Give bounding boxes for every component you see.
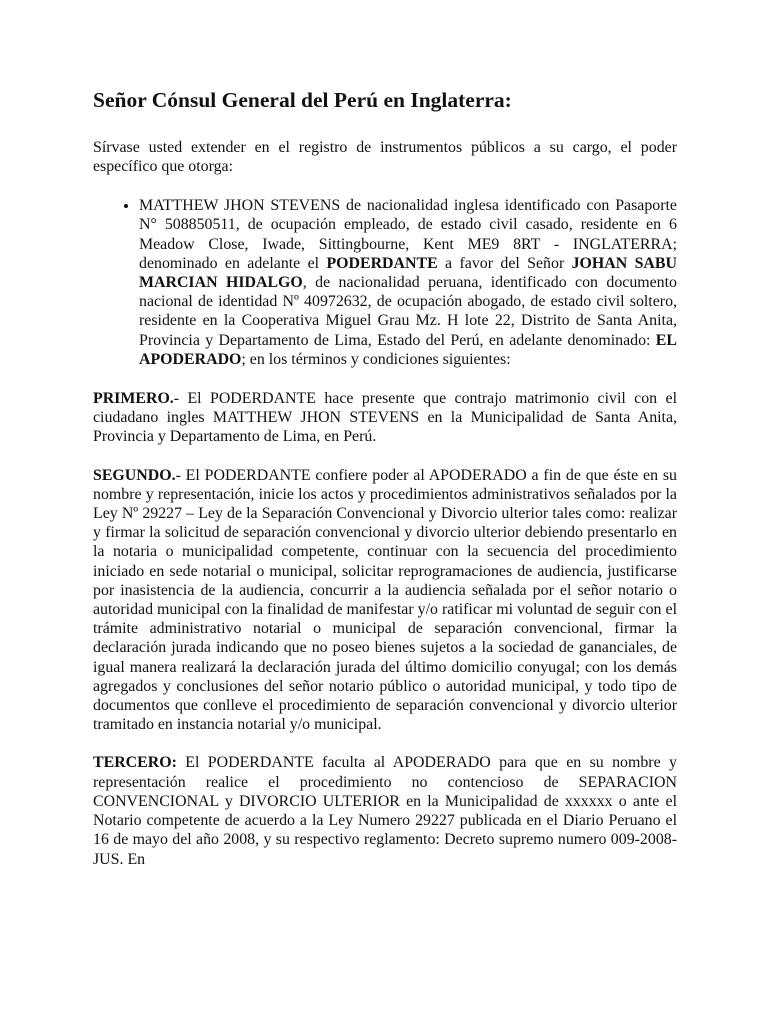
intro-paragraph: Sírvase usted extender en el registro de instrumentos públicos a su cargo, el poder específico que otorga: <box>93 138 677 175</box>
clause-primero-label: PRIMERO. <box>93 390 174 408</box>
grantor-text-3: , de nacionalidad peruana, identificado con documento nacional de identidad Nº 40972632, de ocupación abogado, de estado civil soltero, residente en la Cooperativa Miguel Grau Mz. H lote 22, Distrito de Santa Anita, Provincia y Departamento de Lima, Estado del Perú, en adelante denominado: <box>139 274 677 349</box>
clause-segundo-label: SEGUNDO. <box>93 466 176 484</box>
clause-tercero-label: TERCERO: <box>93 754 177 772</box>
clause-segundo-text: - El PODERDANTE confiere poder al APODERADO a fin de que éste en su nombre y representación, inicie los actos y procedimientos administrativos señalados por la Ley Nº 29227 – Ley de la Separación Convencional y Divorcio ulterior tales como: realizar y firmar la solicitud de separación convencional y divorcio ulterior debiendo presentarlo en la notaria o municipalidad competente, continuar con la secuencia del procedimiento iniciado en sede notarial o municipal, solicitar reprogramaciones de audiencia, justificarse por inasistencia de la audiencia, concurrir a la audiencia señalada por el señor notario o autoridad municipal con la finalidad de manifestar y/o ratificar mi voluntad de seguir con el trámite administrativo notarial o municipal de separación convencional, firmar la declaración jurada indicando que no poseo bienes sujetos a la sociedad de gananciales, de igual manera realizará la declaración jurada del último domicilio conyugal; con los demás agregados y conclusiones del señor notario público o autoridad municipal, y todo tipo de documentos que conlleve el procedimiento de separación convencional y divorcio ulterior tramitado en instancia notarial y/o municipal. <box>93 466 677 734</box>
grantor-item <box>139 196 677 369</box>
clause-segundo <box>93 466 677 735</box>
apoderado-term: EL APODERADO <box>139 331 677 368</box>
clause-primero-text: - El PODERDANTE hace presente que contrajo matrimonio civil con el ciudadano ingles MATTHEW JHON STEVENS en la Municipalidad de Santa Anita, Provincia y Departamento de Lima, en Perú. <box>93 390 677 446</box>
page-title: Señor Cónsul General del Perú en Inglaterra: <box>93 88 512 112</box>
clause-tercero <box>93 753 677 868</box>
poderdante-term: PODERDANTE <box>326 254 438 272</box>
clause-tercero-text: El PODERDANTE faculta al APODERADO para que en su nombre y representación realice el procedimiento no contencioso de SEPARACION CONVENCIONAL y DIVORCIO ULTERIOR en la Municipalidad de xxxxxx o ante el Notario competente de acuerdo a la Ley Numero 29227 publicada en el Diario Peruano el 16 de mayo del año 2008, y su respectivo reglamento: Decreto supremo numero 009-2008-JUS. En <box>93 754 677 868</box>
attorney-name: JOHAN SABU MARCIAN HIDALGO <box>139 254 677 292</box>
clause-primero <box>93 389 677 447</box>
grantor-text-4: ; en los términos y condiciones siguientes: <box>241 350 511 368</box>
grantor-text-1: MATTHEW JHON STEVENS de nacionalidad inglesa identificado con Pasaporte N° 508850511, de ocupación empleado, de estado civil casado, residente en 6 Meadow Close, Iwade, Sittingbourne, Kent ME9 8RT - INGLATERRA; denominado en adelante el <box>139 197 677 272</box>
grantor-text-2: a favor del Señor <box>437 254 572 272</box>
document-page <box>93 88 677 888</box>
grantor-list <box>93 196 677 369</box>
